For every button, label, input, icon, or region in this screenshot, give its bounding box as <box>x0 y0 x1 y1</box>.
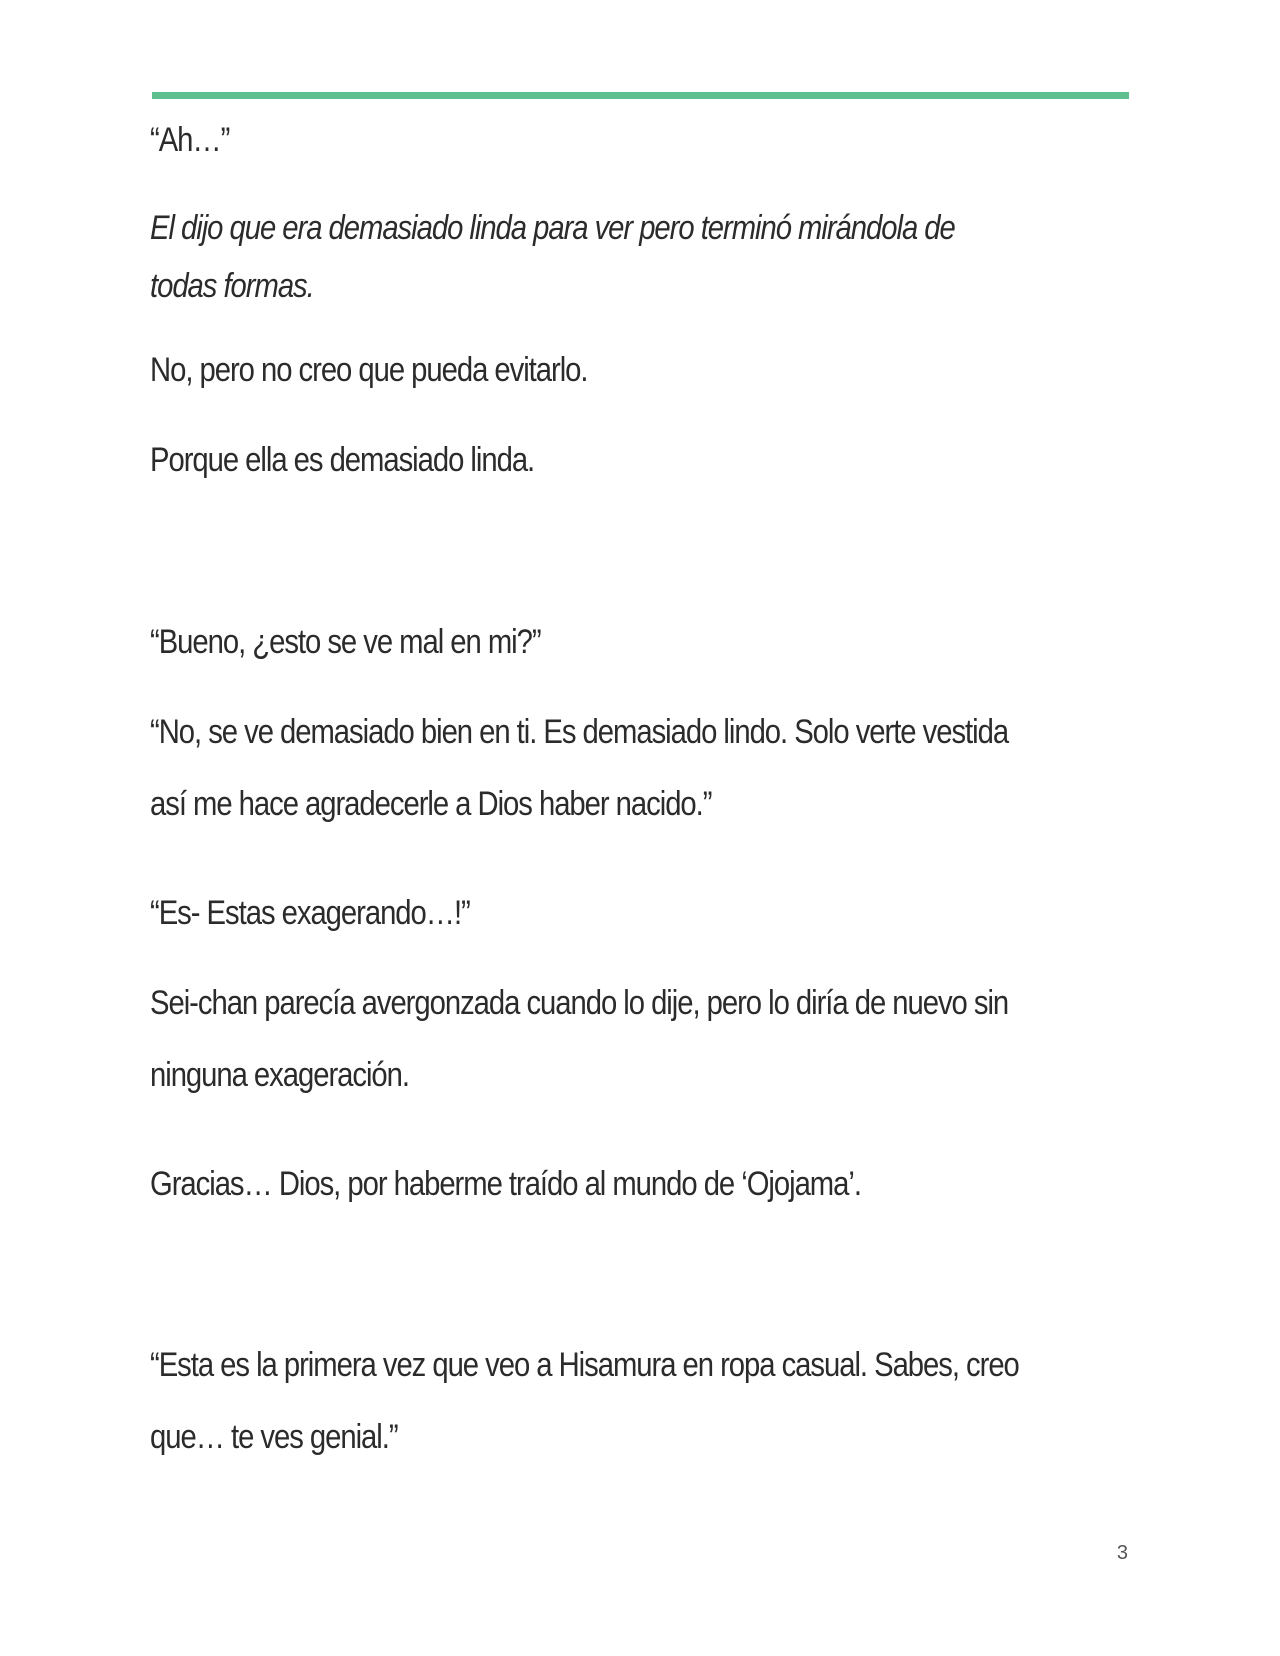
paragraph-1 <box>150 104 993 176</box>
text-line: “Esta es la primera vez que veo a Hisamura en ropa casual. Sabes, creo <box>150 1346 1019 1384</box>
paragraph-10 <box>150 1329 1019 1473</box>
page-number: 3 <box>1116 1542 1128 1564</box>
text-line: Porque ella es demasiado linda. <box>150 441 535 479</box>
text-line: “Ah…” <box>150 121 230 159</box>
paragraph-6 <box>150 696 1009 840</box>
text-line: Sei-chan parecía avergonzada cuando lo dije, pero lo diría de nuevo sin <box>150 984 1009 1022</box>
text-line: que… te ves genial.” <box>150 1418 398 1456</box>
paragraph-4 <box>150 424 993 496</box>
text-line: todas formas. <box>150 267 314 305</box>
paragraph-9 <box>150 1148 993 1220</box>
text-line: “Bueno, ¿esto se ve mal en mi?” <box>150 623 541 661</box>
text-line: ninguna exageración. <box>150 1056 409 1094</box>
text-line: Gracias… Dios, por haberme traído al mundo de ‘Ojojama’. <box>150 1165 861 1203</box>
paragraph-5 <box>150 606 993 678</box>
text-line: El dijo que era demasiado linda para ver pero terminó mirándola de <box>150 209 955 247</box>
text-line: “No, se ve demasiado bien en ti. Es demasiado lindo. Solo verte vestida <box>150 713 1009 751</box>
paragraph-7 <box>150 877 993 949</box>
text-line: así me hace agradecerle a Dios haber nacido.” <box>150 785 712 823</box>
top-accent-rule <box>152 92 1129 99</box>
paragraph-3 <box>150 334 993 406</box>
paragraph-8 <box>150 967 1009 1111</box>
paragraph-2-italic <box>150 192 993 322</box>
text-line: “Es- Estas exagerando…!” <box>150 894 470 932</box>
text-line: No, pero no creo que pueda evitarlo. <box>150 351 588 389</box>
